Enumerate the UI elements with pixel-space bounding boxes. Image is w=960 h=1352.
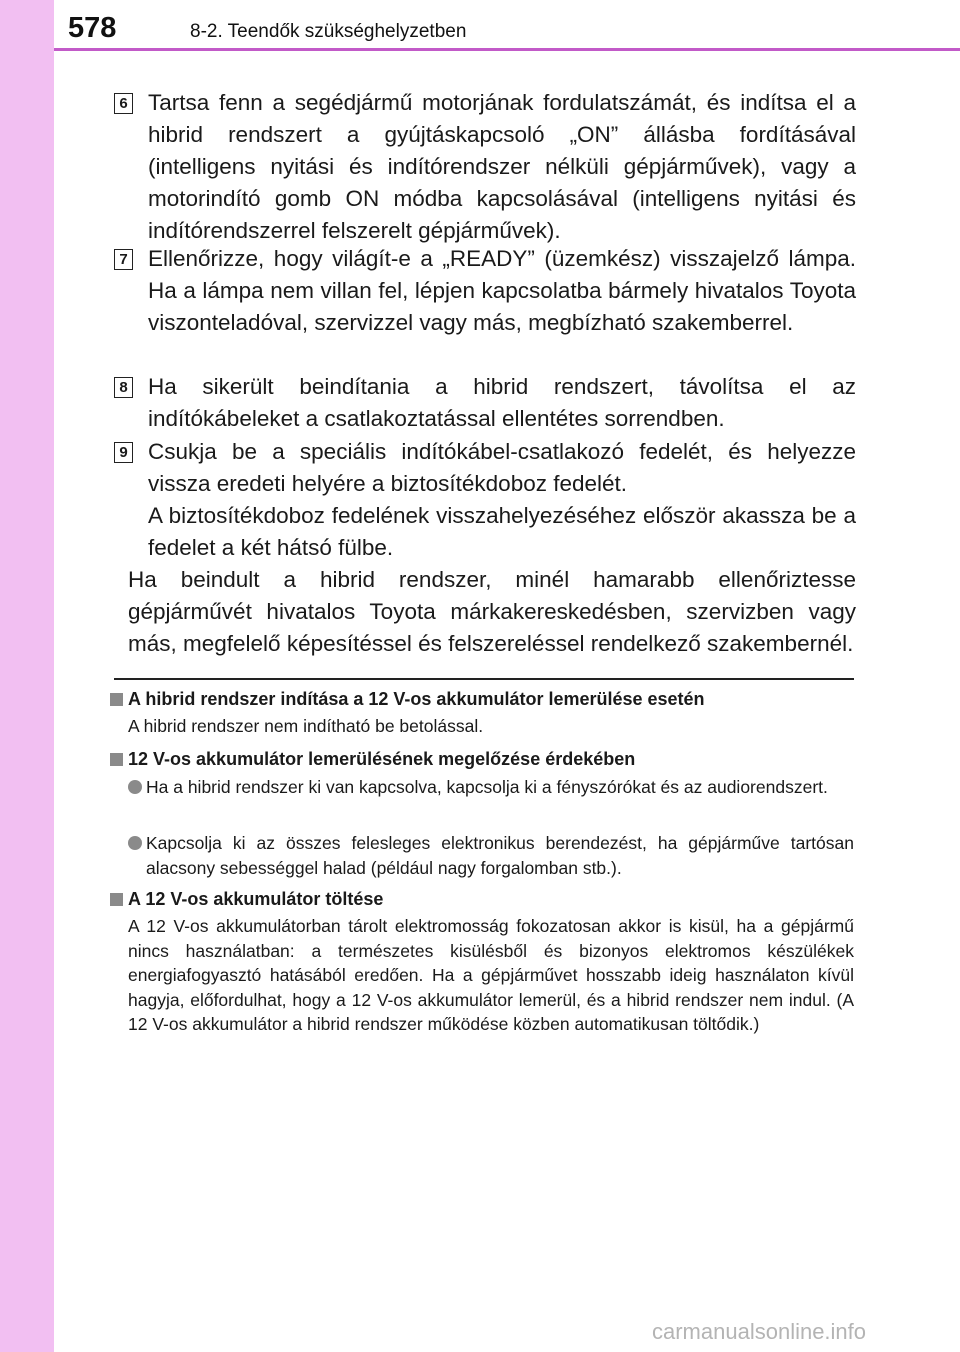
bullet-text: Ha a hibrid rendszer ki van kapcsolva, kapcsolja ki a fényszórókat és az audiorendszert. [146,777,828,797]
note-heading-text: 12 V-os akkumulátor lemerülésének megelőzése érdekében [128,749,636,769]
closing-paragraph: Ha beindult a hibrid rendszer, minél hamarabb ellenőriztesse gépjárművét hivatalos Toyota márkakereskedésben, szervizben vagy más, megfelelő képesítéssel és felszereléssel rendelkező szakembernél. [128,567,856,656]
dot-bullet-icon [128,836,142,850]
note-heading-text: A hibrid rendszer indítása a 12 V-os akkumulátor lemerülése esetén [128,689,705,709]
step-9 [114,436,856,564]
header-rule [54,48,960,51]
square-bullet-icon [110,893,123,906]
note-body: A 12 V-os akkumulátorban tárolt elektromosság fokozatosan akkor is kisül, ha a gépjármű nincs használatban: a természetes kisülésből és bizonyos elektromos készülékek energiafogyasztó hatásából eredően. Ha a gépjárművet hosszabb ideig használaton kívül hagyja, előfordulhat, hogy a 12 V-os akkumulátor lemerül, és a hibrid rendszer nem indul. (A 12 V-os akkumulátor a hibrid rendszer működése közben automatikusan töltődik.) [128,916,854,1034]
side-color-band [0,0,54,1352]
note-body: A hibrid rendszer nem indítható be betolással. [128,716,484,736]
step-8 [114,371,856,435]
step-number-badge: 7 [114,249,133,270]
step-text: Ellenőrizze, hogy világít-e a „READY” (üzemkész) visszajelző lámpa. Ha a lámpa nem villan fel, lépjen kapcsolatba bármely hivatalos Toyota viszonteladóval, szervizzel vagy más, megbízható szakemberrel. [148,246,856,335]
step-7 [114,243,856,339]
bullet-text: Kapcsolja ki az összes felesleges elektronikus berendezést, ha gépjárműve tartósan alacsony sebességgel halad (például nagy forgalomban stb.). [146,833,854,878]
step-extra-text: A biztosítékdoboz fedelének visszahelyezéséhez először akassza be a fedelet a két hátsó fülbe. [148,503,856,560]
watermark: carmanualsonline.info [652,1319,867,1344]
note-heading [110,887,856,911]
note-heading [110,687,856,711]
step-number-badge: 6 [114,93,133,114]
step-number-badge: 8 [114,377,133,398]
section-title: 8-2. Teendők szükséghelyzetben [190,21,467,42]
step-6 [114,87,856,247]
square-bullet-icon [110,753,123,766]
note-heading [110,747,856,771]
dot-bullet-icon [128,780,142,794]
step-text: Tartsa fenn a segédjármű motorjának fordulatszámát, és indítsa el a hibrid rendszert a gyújtáskapcsoló „ON” állásba fordításával (intelligens nyitási és indítórendszer nélküli gépjárművek), vagy a motorindító gomb ON módba kapcsolásával (intelligens nyitási és indítórendszerrel felszerelt gépjárművek). [148,90,856,243]
note-heading-text: A 12 V-os akkumulátor töltése [128,889,384,909]
note-bullet-item [128,775,854,800]
step-number-badge: 9 [114,442,133,463]
step-text: Csukja be a speciális indítókábel-csatlakozó fedelét, és helyezze vissza eredeti helyére a biztosítékdoboz fedelét. [148,439,856,496]
page-number: 578 [68,12,117,44]
square-bullet-icon [110,693,123,706]
section-separator [114,678,854,680]
step-text: Ha sikerült beindítania a hibrid rendszert, távolítsa el az indítókábeleket a csatlakoztatással ellentétes sorrendben. [148,374,856,431]
note-bullet-item [128,831,854,880]
